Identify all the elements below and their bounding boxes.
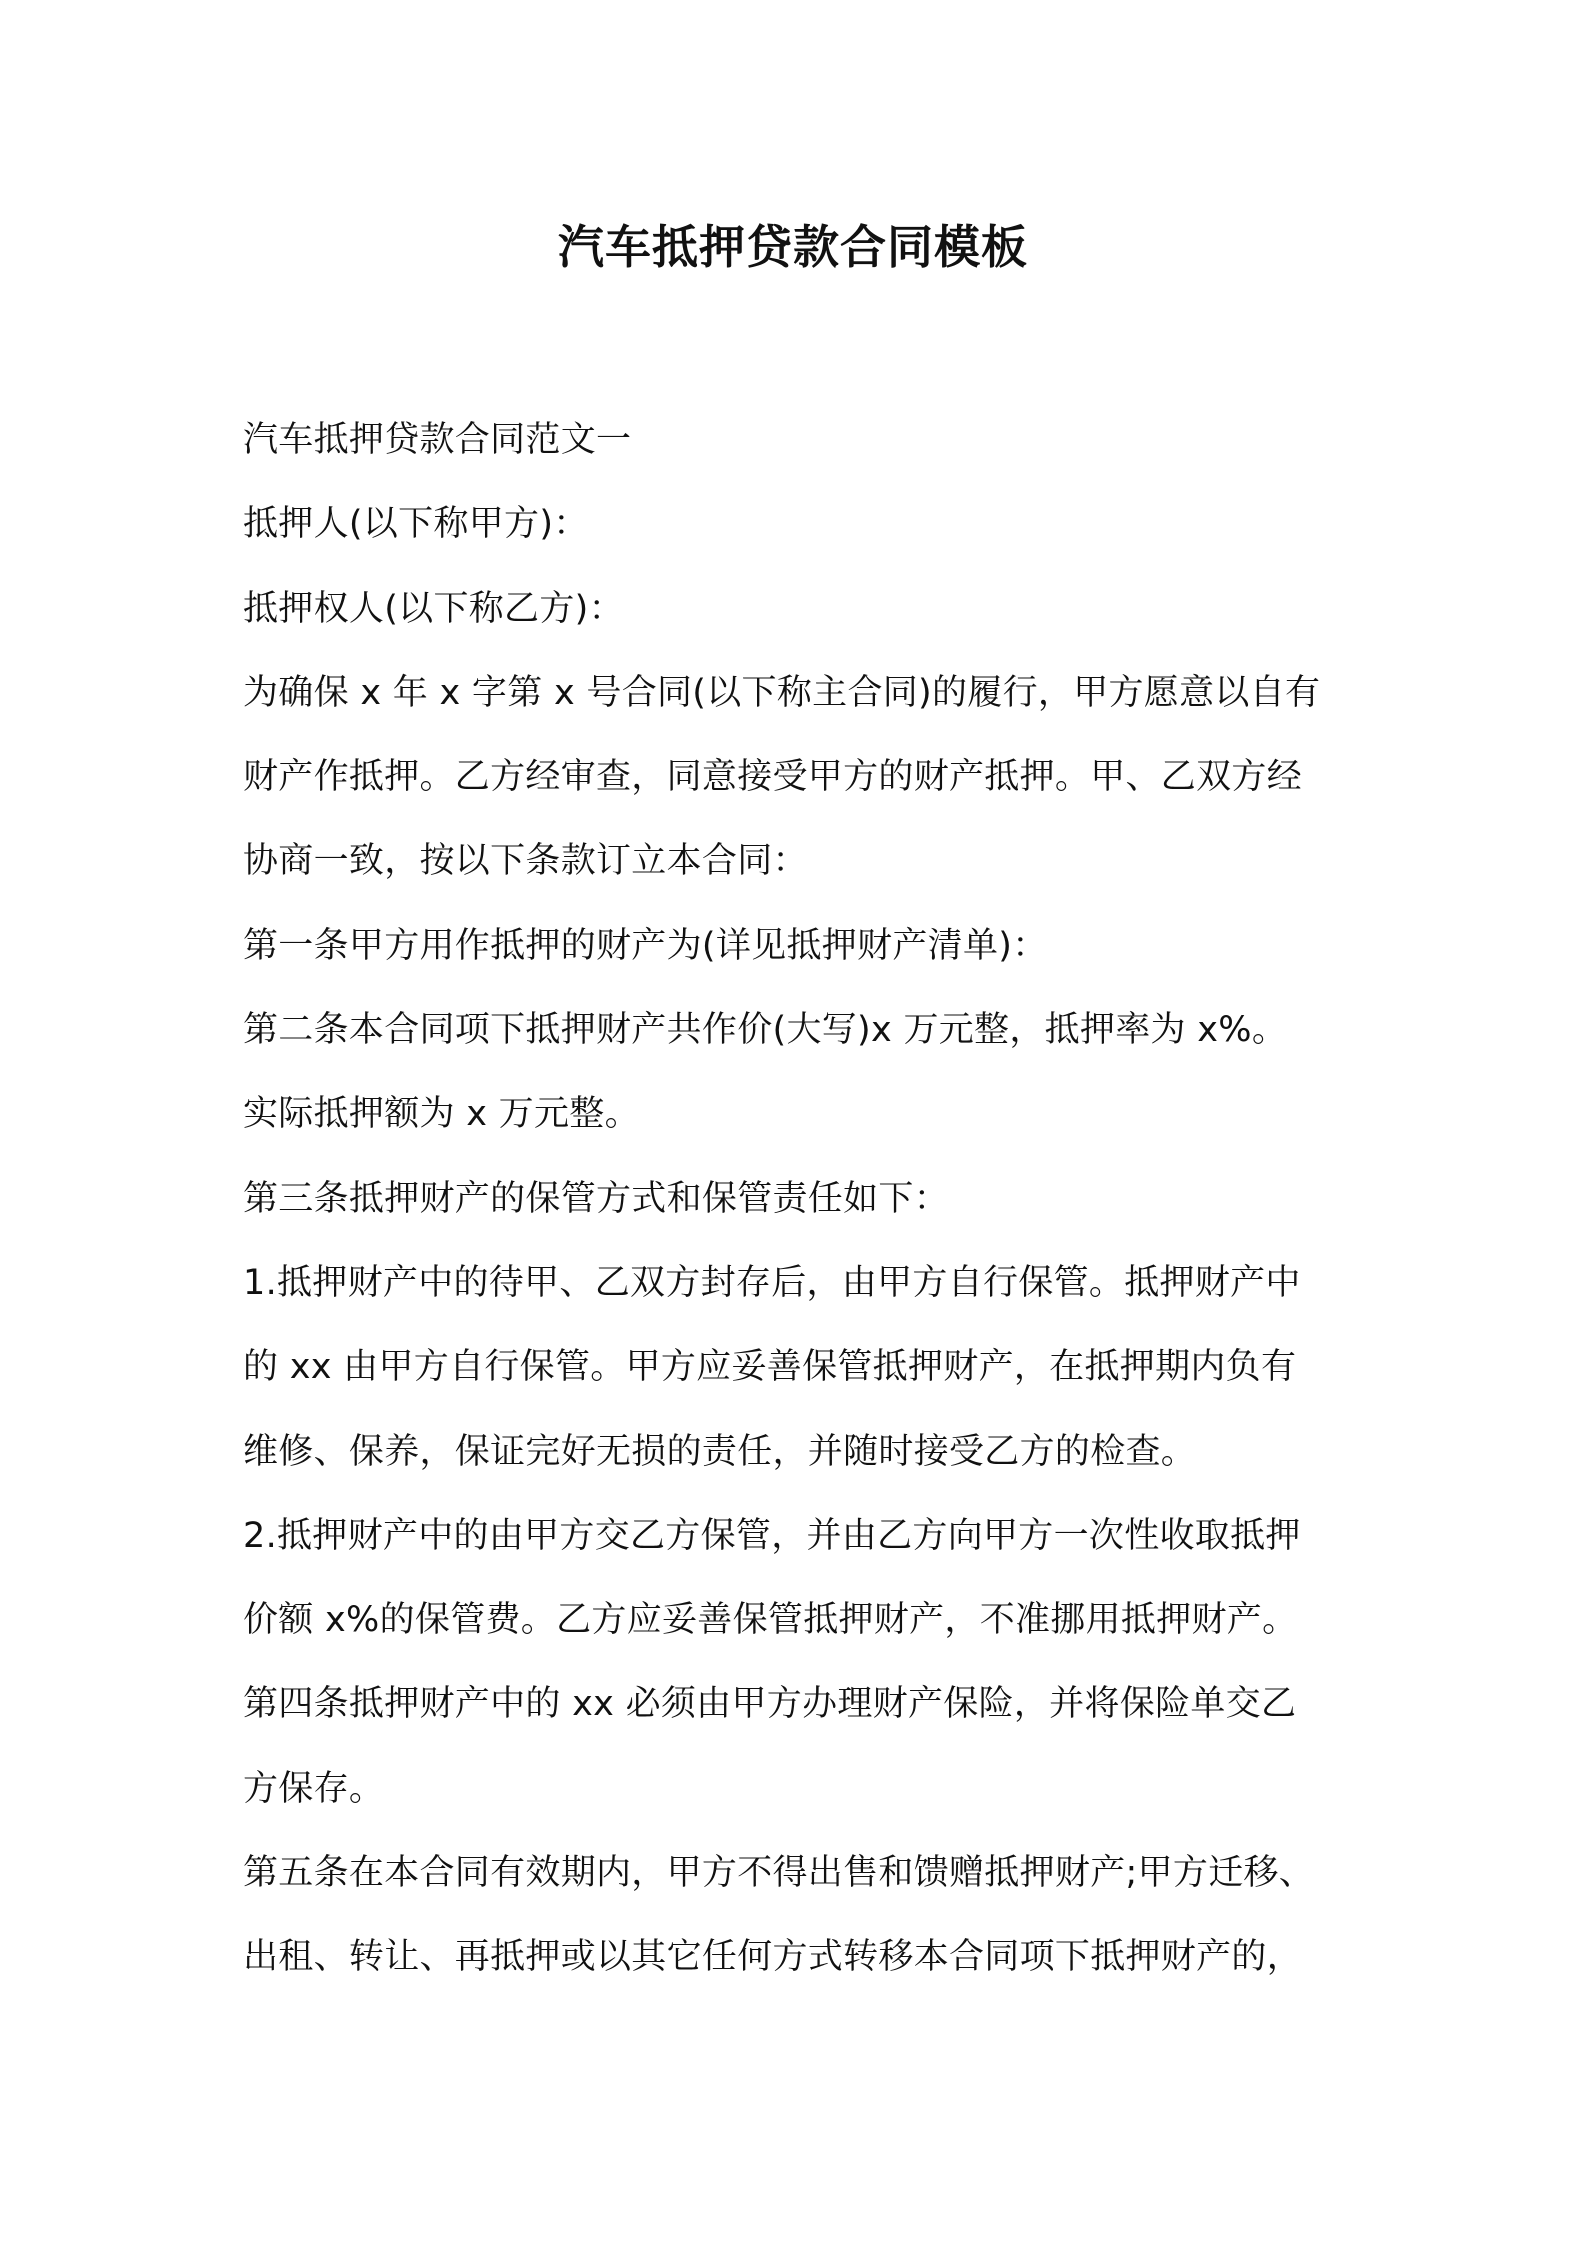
text-line: 财产作抵押。乙方经审查，同意接受甲方的财产抵押。甲、乙双方经 — [243, 757, 1303, 798]
text-line: 第三条抵押财产的保管方式和保管责任如下： — [243, 1178, 950, 1219]
text-line: 维修、保养，保证完好无损的责任，并随时接受乙方的检查。 — [243, 1431, 1197, 1472]
text-line: 价额 x%的保管费。乙方应妥善保管抵押财产，不准挪用抵押财产。 — [243, 1600, 1298, 1641]
text-line: 抵押权人(以下称乙方)： — [243, 588, 624, 629]
text-line: 2.抵押财产中的由甲方交乙方保管，并由乙方向甲方一次性收取抵押 — [243, 1515, 1301, 1556]
text-line: 第一条甲方用作抵押的财产为(详见抵押财产清单)： — [243, 925, 1048, 966]
text-line: 为确保 x 年 x 字第 x 号合同(以下称主合同)的履行，甲方愿意以自有 — [243, 672, 1321, 713]
document-body — [243, 398, 1368, 2000]
text-line: 方保存。 — [243, 1768, 385, 1809]
text-line: 第五条在本合同有效期内，甲方不得出售和馈赠抵押财产;甲方迁移、 — [243, 1853, 1315, 1894]
text-line: 实际抵押额为 x 万元整。 — [243, 1094, 640, 1135]
text-line: 出租、转让、再抵押或以其它任何方式转移本合同项下抵押财产的， — [243, 1937, 1303, 1978]
text-line: 协商一致，按以下条款订立本合同： — [243, 841, 808, 882]
text-line: 抵押人(以下称甲方)： — [243, 504, 589, 545]
text-line: 1.抵押财产中的待甲、乙双方封存后，由甲方自行保管。抵押财产中 — [243, 1262, 1301, 1303]
text-line: 第四条抵押财产中的 xx 必须由甲方办理财产保险，并将保险单交乙 — [243, 1684, 1297, 1725]
text-line: 第二条本合同项下抵押财产共作价(大写)x 万元整，抵押率为 x%。 — [243, 1010, 1288, 1051]
text-line: 汽车抵押贷款合同范文一 — [243, 420, 632, 460]
document-title: 汽车抵押贷款合同模板 — [558, 220, 1028, 274]
text-line: 的 xx 由甲方自行保管。甲方应妥善保管抵押财产，在抵押期内负有 — [243, 1347, 1297, 1388]
